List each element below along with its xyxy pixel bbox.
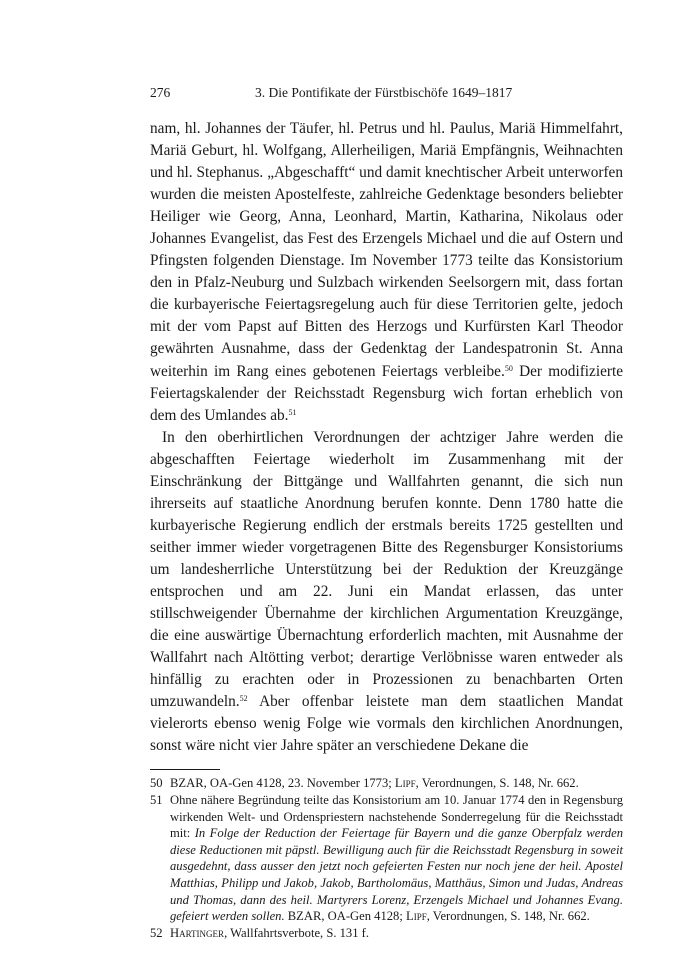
footnote-51 xyxy=(150,792,623,925)
footnote-divider xyxy=(150,769,220,770)
paragraph-2 xyxy=(150,427,623,758)
running-head xyxy=(150,82,623,104)
footnote-52 xyxy=(150,925,623,942)
footnote-text: BZAR, OA-Gen 4128; xyxy=(284,909,406,924)
footnotes xyxy=(150,775,623,941)
page-number: 276 xyxy=(150,85,171,100)
paragraph-1-text-a: nam, hl. Johannes der Täufer, hl. Petrus und hl. Paulus, Mariä Himmelfahrt, Mariä Geburt, hl. Wolfgang, Allerheiligen, Mariä Empfängnis, Weihnachten und hl. Stephanus. „Abgeschafft“ und damit knechtischer Arbeit unterworfen wurden die meisten Apostelfeste, zahlreiche Gedenktage besonders beliebter Heiliger wie Georg, Anna, Leonhard, Martin, Katharina, Nikolaus oder Johannes Evangelist, das Fest des Erzengels Michael und die auf Ostern und Pfingsten folgenden Dienstage. Im November 1773 teilte das Konsistorium den in Pfalz-Neuburg und Sulzbach wirkenden Seelsorgern mit, dass fortan die kurbayerische Feiertagsregelung auch für diese Territorien gelte, jedoch mit der vom Papst auf Bitten des Herzogs und Kurfürsten Karl Theodor gewährten Ausnahme, dass der Gedenktag der Landespatronin St. Anna weiterhin im Rang eines gebotenen Feiertags verbleibe. xyxy=(150,120,623,380)
footnote-50 xyxy=(150,775,623,792)
footnote-number: 50 xyxy=(150,776,163,791)
footnote-ref-50: 50 xyxy=(504,363,513,373)
footnote-text: , Verordnungen, S. 148, Nr. 662. xyxy=(426,909,590,924)
running-title: 3. Die Pontifikate der Fürstbischöfe 1649–1817 xyxy=(255,85,513,100)
paragraph-1 xyxy=(150,118,623,427)
footnote-quote: In Folge der Reduction der Feiertage für Bayern und die ganze Oberpfalz werden diese Reductionen mit päpstl. Bewilligung auch für die Reichsstadt Regensburg in soweit ausgedehnt, dass ausser den jetzt noch gefeierten Festen nur noch jene der heil. Apostel Matthias, Philipp und Jakob, Jakob, Bartholomäus, Matthäus, Simon und Judas, Andreas und Thomas, dann des heil. Martyrers Lorenz, Erzengels Michael und Johannes Evang. gefeiert werden sollen. xyxy=(170,826,623,924)
footnote-text: Ohne nähere Begründung teilte das Konsistorium am 10. Januar 1774 den in Regensburg wirkenden Welt- und Ordenspriestern nachstehende Sonderregelung für die Reichsstadt mit: xyxy=(170,792,623,841)
footnote-number: 51 xyxy=(150,792,163,807)
book-page xyxy=(150,82,623,941)
footnote-author: Hartinger xyxy=(170,925,225,940)
main-text xyxy=(150,118,623,757)
footnote-ref-51: 51 xyxy=(288,407,297,417)
footnote-text: , Verordnungen, S. 148, Nr. 662. xyxy=(415,776,579,791)
footnote-author: Lipf xyxy=(394,776,416,791)
paragraph-1-text-b: Der modifizierte Feiertagskalender der Reichsstadt Regensburg wich fortan erheblich von dem des Umlandes ab. xyxy=(150,362,623,424)
footnote-ref-52: 52 xyxy=(239,694,248,704)
footnote-number: 52 xyxy=(150,925,163,940)
footnote-text: , Wallfahrtsverbote, S. 131 f. xyxy=(224,925,370,940)
footnote-text: BZAR, OA-Gen 4128, 23. November 1773; xyxy=(170,776,395,791)
paragraph-2-text-b: Aber offenbar leistete man dem staatlichen Mandat vielerorts ebenso wenig Folge wie vormals den kirchlichen Anordnungen, sonst wäre nicht vier Jahre später an verschiedene Dekane die xyxy=(150,693,623,755)
footnote-author: Lipf xyxy=(406,909,427,924)
paragraph-2-text-a: In den oberhirtlichen Verordnungen der achtziger Jahre werden die abgeschafften Feiertage wiederholt im Zusammenhang mit der Einschränkung der Bittgänge und Wallfahrten genannt, die sich nun ihrerseits auf staatliche Anordnung berufen konnte. Denn 1780 hatte die kurbayerische Regierung endlich der erstmals bereits 1725 gestellten und seither immer wieder vorgetragenen Bitte des Regensburger Konsistoriums um landesherrliche Unterstützung bei der Reduktion der Kreuzgänge entsprochen und am 22. Juni ein Mandat erlassen, das unter stillschweigender Übernahme der kirchlichen Argumentation Kreuzgänge, die eine auswärtige Übernachtung erforderlich machten, mit Ausnahme der Wallfahrt nach Altötting verbot; derartige Verlöbnisse waren entweder als hinfällig zu erachten oder in Prozessionen zu benachbarten Orten umzuwandeln. xyxy=(150,428,623,711)
